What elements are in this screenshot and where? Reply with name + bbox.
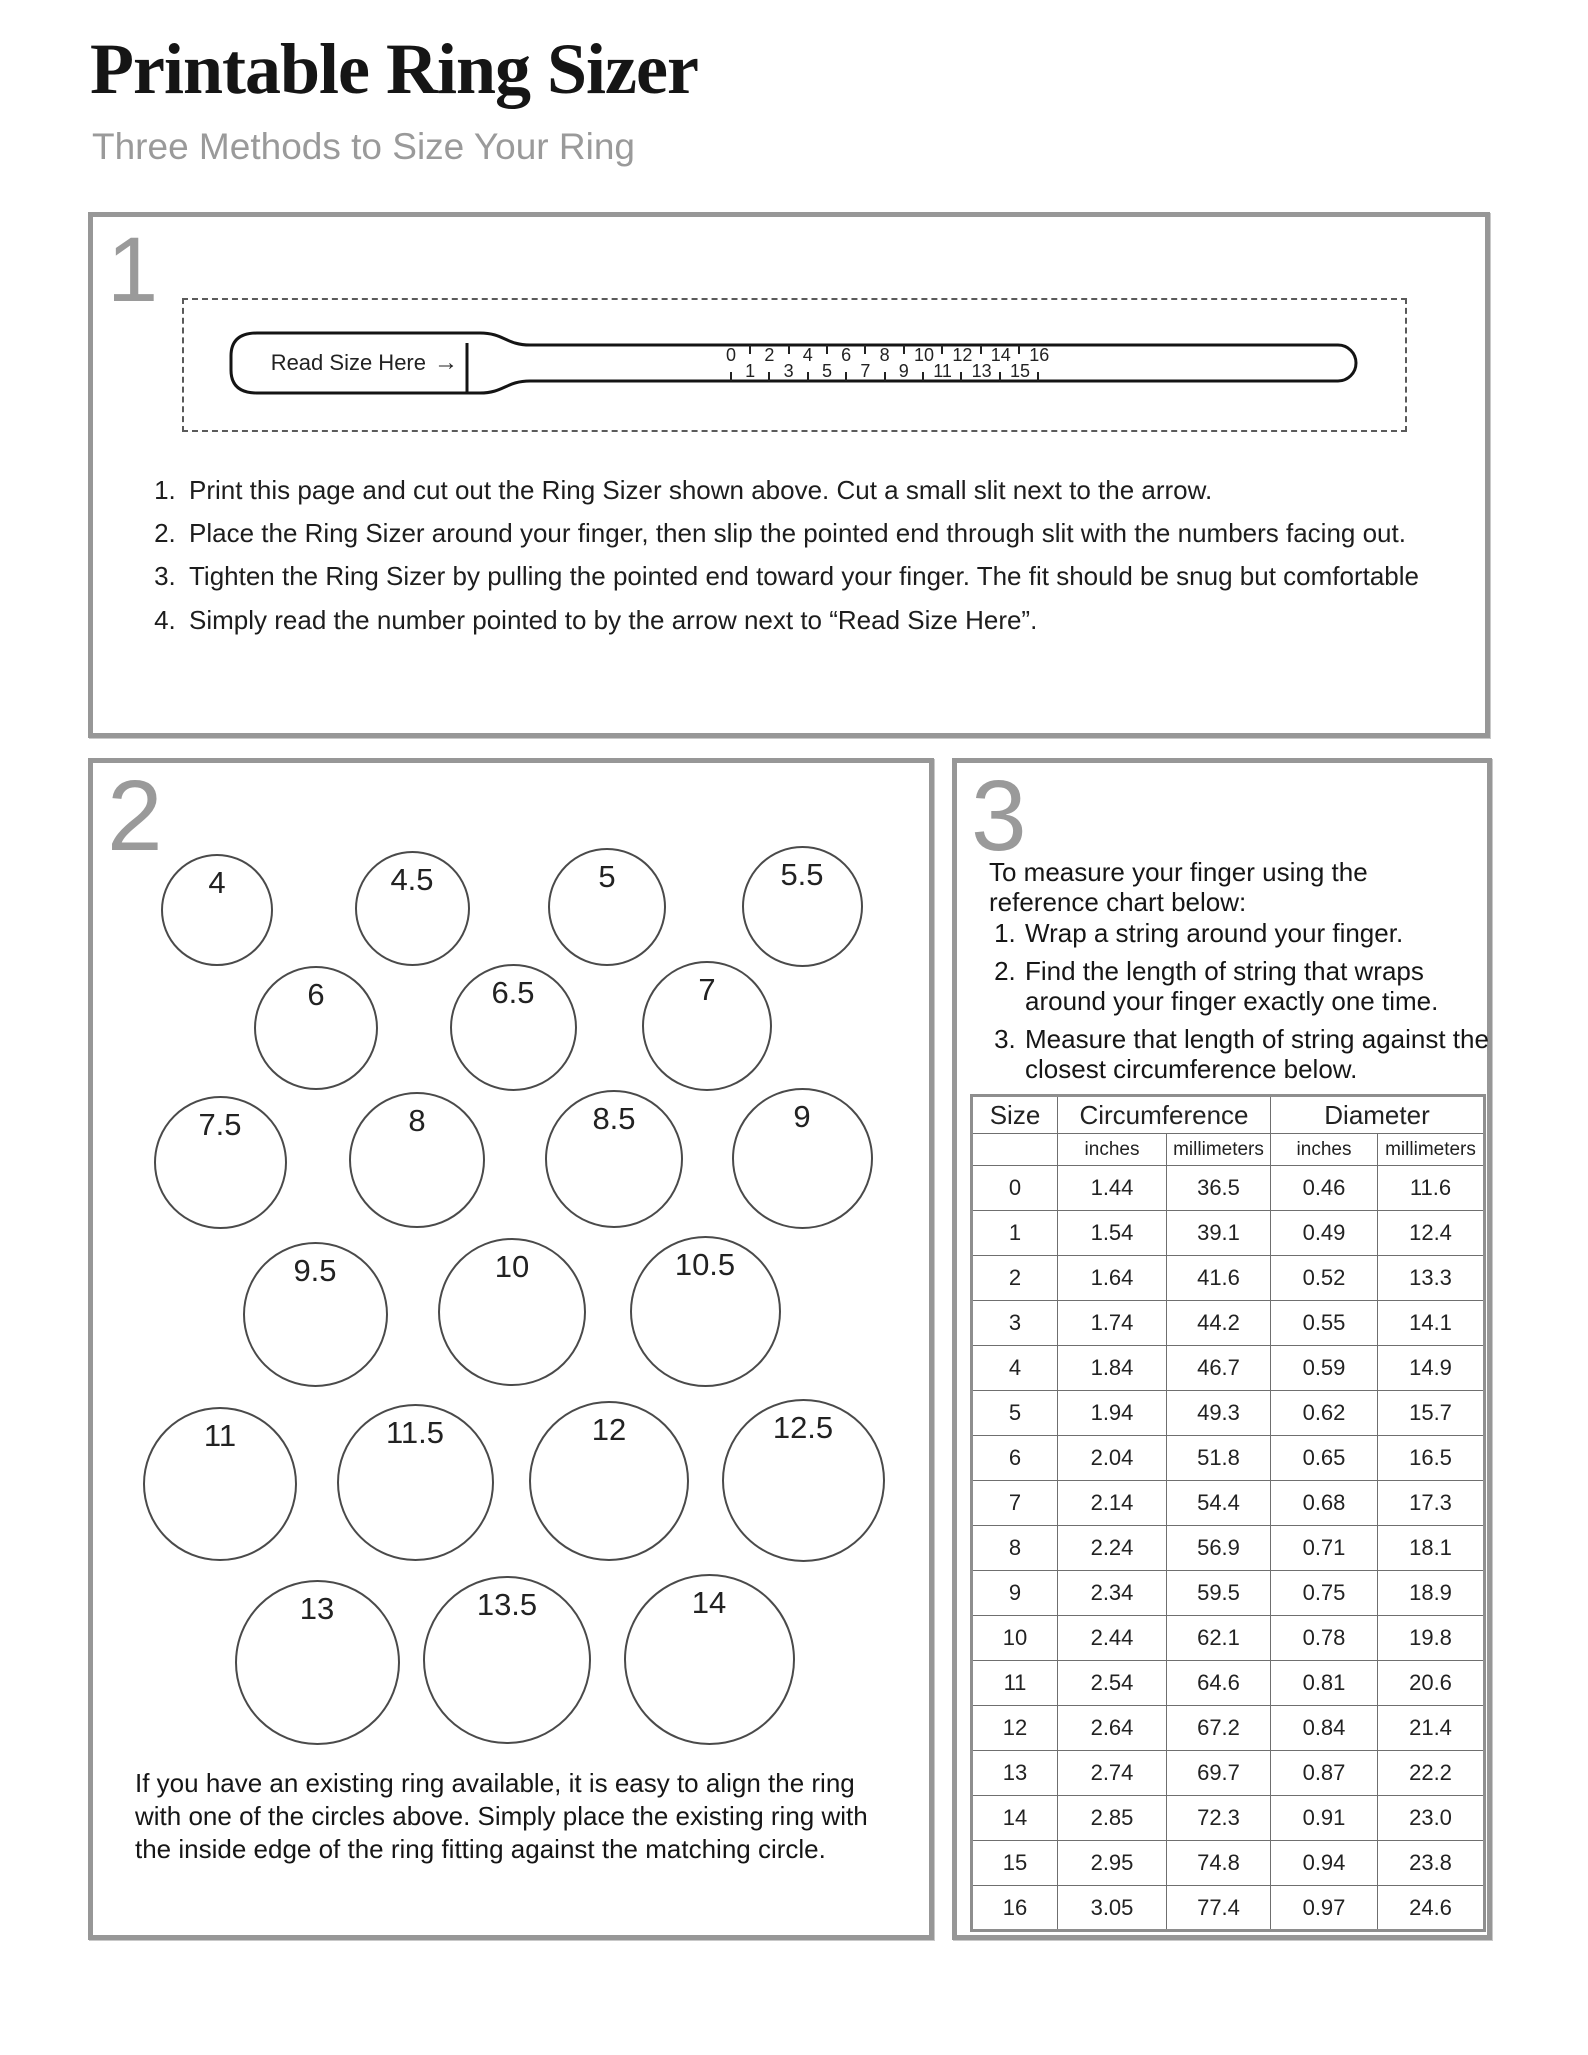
string-method-step: 1. Wrap a string around your finger. xyxy=(1023,919,1501,948)
string-method-steps xyxy=(987,919,1501,1093)
size-table-row xyxy=(972,1391,1485,1436)
size-table-cell: 59.5 xyxy=(1167,1571,1271,1616)
size-table-row xyxy=(972,1796,1485,1841)
size-table-cell: 12.4 xyxy=(1378,1211,1485,1256)
ruler-tick xyxy=(980,345,982,354)
size-table-cell: 74.8 xyxy=(1167,1841,1271,1886)
size-table-cell: 0.71 xyxy=(1271,1526,1378,1571)
existing-ring-note: If you have an existing ring available, it is easy to align the ring with one of the circles above. Simply place the existing ring with the inside edge of the ring fitting against the matching circle. xyxy=(135,1768,868,1865)
ruler-tick xyxy=(807,372,809,381)
size-table-cell: 9 xyxy=(972,1571,1058,1616)
size-table-cell: 0.46 xyxy=(1271,1166,1378,1211)
size-table-cell: 2 xyxy=(972,1256,1058,1301)
section-method-3 xyxy=(952,758,1492,1940)
ring-sizer-cutout-area xyxy=(182,298,1407,432)
size-table-row xyxy=(972,1751,1485,1796)
ruler-tick xyxy=(749,345,751,354)
instruction-item: 3. Tighten the Ring Sizer by pulling the pointed end toward your finger. The fit should be snug but comfortable xyxy=(183,561,1453,592)
size-table-row xyxy=(972,1841,1485,1886)
circle-size-label: 7.5 xyxy=(198,1106,242,1142)
ring-size-circle-14 xyxy=(624,1574,795,1745)
size-table-cell: 62.1 xyxy=(1167,1616,1271,1661)
size-table-cell: 1.94 xyxy=(1058,1391,1167,1436)
read-size-label-group xyxy=(242,348,458,378)
size-table-cell: 36.5 xyxy=(1167,1166,1271,1211)
ruler-number: 10 xyxy=(914,345,935,365)
section-1-number: 1 xyxy=(107,219,159,321)
size-table-row xyxy=(972,1346,1485,1391)
col-subheader-empty xyxy=(972,1134,1058,1166)
ruler-tick xyxy=(884,372,886,381)
page-title: Printable Ring Sizer xyxy=(90,29,698,109)
size-table-cell: 2.74 xyxy=(1058,1751,1167,1796)
ruler-tick xyxy=(1037,372,1039,381)
ruler-tick xyxy=(941,345,943,354)
ruler-tick xyxy=(768,372,770,381)
ruler-number: 15 xyxy=(1010,361,1031,381)
method-1-instructions xyxy=(151,475,1453,648)
size-table-cell: 2.54 xyxy=(1058,1661,1167,1706)
size-table-cell: 18.1 xyxy=(1378,1526,1485,1571)
size-table-cell: 54.4 xyxy=(1167,1481,1271,1526)
size-table-cell: 0.59 xyxy=(1271,1346,1378,1391)
circle-size-label: 8 xyxy=(408,1103,426,1138)
ruler-number: 12 xyxy=(952,345,973,365)
ruler-number: 16 xyxy=(1029,345,1050,365)
size-table-cell: 13 xyxy=(972,1751,1058,1796)
size-table-cell: 16.5 xyxy=(1378,1436,1485,1481)
size-table-cell: 7 xyxy=(972,1481,1058,1526)
size-table-cell: 8 xyxy=(972,1526,1058,1571)
circle-size-label: 6 xyxy=(307,977,325,1012)
size-table-cell: 1.44 xyxy=(1058,1166,1167,1211)
circle-size-label: 8.5 xyxy=(592,1101,636,1136)
size-table-cell: 69.7 xyxy=(1167,1751,1271,1796)
size-table-cell: 15.7 xyxy=(1378,1391,1485,1436)
size-table-cell: 3.05 xyxy=(1058,1886,1167,1931)
string-method-step: 3. Measure that length of string against the closest circumference below. xyxy=(1023,1025,1501,1084)
ruler-number: 6 xyxy=(841,345,852,365)
size-table-cell: 51.8 xyxy=(1167,1436,1271,1481)
col-subheader-circ-inches: inches xyxy=(1058,1134,1167,1166)
ruler-tick xyxy=(845,372,847,381)
instruction-item: 1. Print this page and cut out the Ring Sizer shown above. Cut a small slit next to the arrow. xyxy=(183,475,1453,506)
size-table-cell: 49.3 xyxy=(1167,1391,1271,1436)
ruler-tick xyxy=(999,372,1001,381)
ruler-tick xyxy=(922,372,924,381)
size-table-row xyxy=(972,1211,1485,1256)
ring-size-circle-13.5 xyxy=(423,1576,591,1744)
size-table-cell: 14 xyxy=(972,1796,1058,1841)
size-table-cell: 21.4 xyxy=(1378,1706,1485,1751)
size-table-row xyxy=(972,1256,1485,1301)
circle-size-label: 9.5 xyxy=(293,1252,337,1288)
size-table-row xyxy=(972,1886,1485,1931)
ruler-tick xyxy=(903,345,905,354)
ruler-number: 11 xyxy=(933,361,952,381)
size-table-cell: 11 xyxy=(972,1661,1058,1706)
col-header-diameter: Diameter xyxy=(1271,1096,1485,1134)
ring-size-circle-4 xyxy=(161,854,273,966)
ruler-number: 3 xyxy=(783,361,794,381)
size-table-cell: 0.84 xyxy=(1271,1706,1378,1751)
size-table-cell: 22.2 xyxy=(1378,1751,1485,1796)
section-2-number: 2 xyxy=(107,760,163,872)
size-table-cell: 0.55 xyxy=(1271,1301,1378,1346)
circle-size-label: 7 xyxy=(698,972,716,1007)
size-table-cell: 17.3 xyxy=(1378,1481,1485,1526)
circle-size-label: 10 xyxy=(494,1249,530,1284)
size-table-row xyxy=(972,1706,1485,1751)
size-table-cell: 12 xyxy=(972,1706,1058,1751)
ruler-number: 7 xyxy=(860,361,871,381)
instruction-item: 4. Simply read the number pointed to by the arrow next to “Read Size Here”. xyxy=(183,605,1453,636)
section-method-2 xyxy=(88,758,934,1940)
size-table-cell: 1 xyxy=(972,1211,1058,1256)
ring-size-circle-9.5 xyxy=(243,1242,388,1387)
ring-size-circle-11 xyxy=(143,1407,297,1561)
size-table-cell: 0.94 xyxy=(1271,1841,1378,1886)
circle-size-label: 12 xyxy=(591,1412,627,1447)
size-table-cell: 2.24 xyxy=(1058,1526,1167,1571)
size-table-cell: 10 xyxy=(972,1616,1058,1661)
ring-size-circle-13 xyxy=(235,1580,400,1745)
ring-size-circle-10 xyxy=(438,1238,586,1386)
size-table-cell: 16 xyxy=(972,1886,1058,1931)
circle-size-label: 4 xyxy=(208,865,226,900)
size-table-cell: 2.85 xyxy=(1058,1796,1167,1841)
section-method-1 xyxy=(88,212,1490,738)
size-table-cell: 0.62 xyxy=(1271,1391,1378,1436)
size-table-cell: 0 xyxy=(972,1166,1058,1211)
ring-size-circle-4.5 xyxy=(355,851,470,966)
ring-size-reference-table xyxy=(970,1094,1486,1932)
circle-size-label: 5.5 xyxy=(780,856,824,892)
ring-size-circle-8.5 xyxy=(545,1090,683,1228)
circle-size-label: 10.5 xyxy=(674,1246,736,1282)
size-table-cell: 3 xyxy=(972,1301,1058,1346)
size-table-row xyxy=(972,1526,1485,1571)
size-table-cell: 0.65 xyxy=(1271,1436,1378,1481)
page-subtitle: Three Methods to Size Your Ring xyxy=(92,126,635,167)
size-table-cell: 0.75 xyxy=(1271,1571,1378,1616)
ruler-tick xyxy=(826,345,828,354)
ring-size-circle-12 xyxy=(529,1401,689,1561)
size-table-cell: 23.8 xyxy=(1378,1841,1485,1886)
size-table-cell: 15 xyxy=(972,1841,1058,1886)
ring-size-circle-11.5 xyxy=(337,1404,494,1561)
ruler-number: 1 xyxy=(745,361,756,381)
size-table-cell: 0.68 xyxy=(1271,1481,1378,1526)
sizer-ruler xyxy=(721,345,1061,381)
size-table-cell: 56.9 xyxy=(1167,1526,1271,1571)
ring-size-circle-8 xyxy=(349,1092,485,1228)
size-table-row xyxy=(972,1436,1485,1481)
size-table-row xyxy=(972,1661,1485,1706)
size-table-cell: 0.78 xyxy=(1271,1616,1378,1661)
col-subheader-circ-mm: millimeters xyxy=(1167,1134,1271,1166)
size-table-cell: 1.84 xyxy=(1058,1346,1167,1391)
size-table-cell: 0.87 xyxy=(1271,1751,1378,1796)
ruler-number: 13 xyxy=(971,361,992,381)
circle-size-label: 14 xyxy=(691,1584,727,1620)
size-table-cell: 2.64 xyxy=(1058,1706,1167,1751)
col-subheader-diam-inches: inches xyxy=(1271,1134,1378,1166)
size-table-cell: 13.3 xyxy=(1378,1256,1485,1301)
circle-size-label: 9 xyxy=(793,1098,811,1134)
size-table-cell: 0.52 xyxy=(1271,1256,1378,1301)
size-table-row xyxy=(972,1616,1485,1661)
ring-size-circle-6.5 xyxy=(450,964,577,1091)
size-table-cell: 39.1 xyxy=(1167,1211,1271,1256)
size-table-cell: 2.14 xyxy=(1058,1481,1167,1526)
ruler-tick xyxy=(788,345,790,354)
ring-size-circle-10.5 xyxy=(630,1236,781,1387)
ring-size-circle-7.5 xyxy=(154,1096,287,1229)
ruler-number: 8 xyxy=(879,345,890,365)
ring-size-circle-9 xyxy=(732,1088,873,1229)
circle-size-label: 11 xyxy=(203,1418,237,1453)
circle-size-label: 5 xyxy=(598,859,616,894)
read-size-label: Read Size Here xyxy=(270,350,426,375)
size-table-cell: 46.7 xyxy=(1167,1346,1271,1391)
ruler-tick xyxy=(864,345,866,354)
ruler-number: 14 xyxy=(990,345,1011,365)
size-table-cell: 23.0 xyxy=(1378,1796,1485,1841)
size-table-cell: 2.95 xyxy=(1058,1841,1167,1886)
ruler-number: 2 xyxy=(764,345,775,365)
circle-size-label: 12.5 xyxy=(772,1409,834,1445)
size-table-cell: 14.9 xyxy=(1378,1346,1485,1391)
size-table-cell: 1.64 xyxy=(1058,1256,1167,1301)
ruler-number: 0 xyxy=(725,345,736,365)
size-table-cell: 11.6 xyxy=(1378,1166,1485,1211)
ruler-tick xyxy=(960,372,962,381)
arrow-right-icon: → xyxy=(434,349,458,376)
circle-size-label: 13 xyxy=(299,1590,335,1626)
ring-size-circle-6 xyxy=(254,966,378,1090)
size-table-cell: 44.2 xyxy=(1167,1301,1271,1346)
size-table-cell: 0.81 xyxy=(1271,1661,1378,1706)
size-table-cell: 1.54 xyxy=(1058,1211,1167,1256)
string-method-step: 2. Find the length of string that wraps around your finger exactly one time. xyxy=(1023,957,1501,1016)
ring-size-circle-5 xyxy=(548,848,666,966)
size-table-cell: 5 xyxy=(972,1391,1058,1436)
size-table-cell: 64.6 xyxy=(1167,1661,1271,1706)
ruler-tick xyxy=(1018,345,1020,354)
size-table-cell: 72.3 xyxy=(1167,1796,1271,1841)
string-method-intro: To measure your finger using the reference chart below: xyxy=(989,857,1368,918)
size-table-cell: 2.34 xyxy=(1058,1571,1167,1616)
section-3-number: 3 xyxy=(971,760,1027,872)
size-table-cell: 1.74 xyxy=(1058,1301,1167,1346)
size-table-cell: 0.97 xyxy=(1271,1886,1378,1931)
circle-size-label: 4.5 xyxy=(390,861,434,897)
size-table-row xyxy=(972,1166,1485,1211)
size-table-cell: 2.04 xyxy=(1058,1436,1167,1481)
size-table-cell: 41.6 xyxy=(1167,1256,1271,1301)
size-table-cell: 6 xyxy=(972,1436,1058,1481)
ring-size-circle-12.5 xyxy=(722,1399,885,1562)
circle-size-label: 6.5 xyxy=(491,974,535,1010)
ruler-number: 9 xyxy=(898,361,909,381)
instruction-item: 2. Place the Ring Sizer around your finger, then slip the pointed end through slit with the numbers facing out. xyxy=(183,518,1453,549)
size-table-cell: 19.8 xyxy=(1378,1616,1485,1661)
size-table-cell: 0.91 xyxy=(1271,1796,1378,1841)
size-table-cell: 18.9 xyxy=(1378,1571,1485,1616)
size-table-row xyxy=(972,1571,1485,1616)
size-table-cell: 20.6 xyxy=(1378,1661,1485,1706)
size-table-row xyxy=(972,1481,1485,1526)
circle-size-label: 13.5 xyxy=(476,1587,538,1622)
size-table-cell: 4 xyxy=(972,1346,1058,1391)
col-header-size: Size xyxy=(972,1096,1058,1134)
ruler-tick xyxy=(730,372,732,381)
size-table-cell: 14.1 xyxy=(1378,1301,1485,1346)
size-table-cell: 77.4 xyxy=(1167,1886,1271,1931)
circle-size-label: 11.5 xyxy=(385,1414,445,1450)
ruler-number: 5 xyxy=(821,361,832,381)
ruler-number: 4 xyxy=(802,345,813,365)
size-table-row xyxy=(972,1301,1485,1346)
size-table-cell: 2.44 xyxy=(1058,1616,1167,1661)
size-table-cell: 67.2 xyxy=(1167,1706,1271,1751)
col-subheader-diam-mm: millimeters xyxy=(1378,1134,1485,1166)
ring-size-circle-5.5 xyxy=(742,846,863,967)
col-header-circumference: Circumference xyxy=(1058,1096,1271,1134)
ring-size-circle-7 xyxy=(642,961,772,1091)
size-table-cell: 24.6 xyxy=(1378,1886,1485,1931)
size-table-cell: 0.49 xyxy=(1271,1211,1378,1256)
